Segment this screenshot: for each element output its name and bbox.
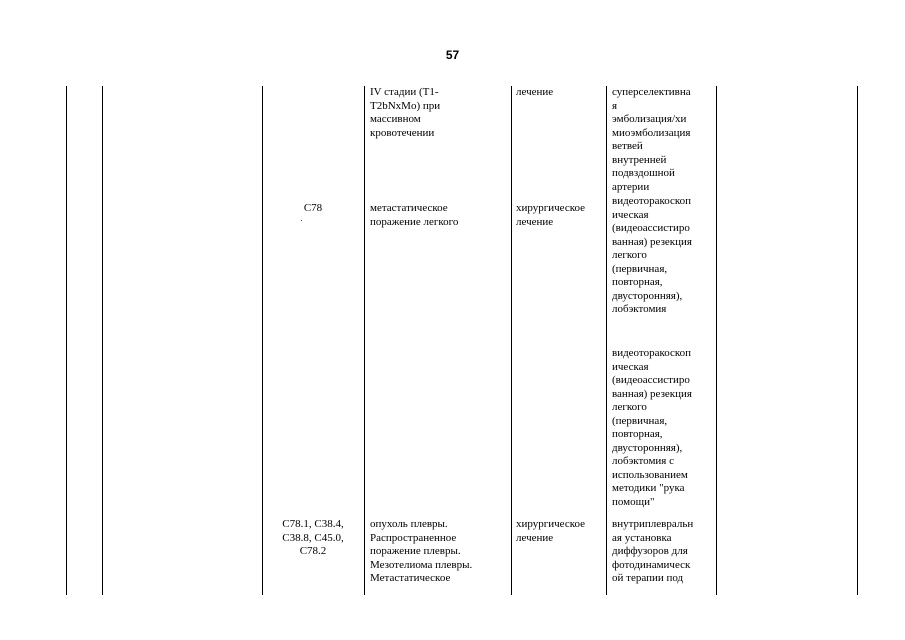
row3-treatment-line: хирургическое bbox=[516, 518, 586, 530]
row1-description bbox=[370, 86, 440, 140]
row3-code-line: C78.2 bbox=[299, 545, 327, 557]
row2-description-line: поражение легкого bbox=[370, 215, 459, 228]
row2-method2-line: ическая bbox=[612, 360, 649, 373]
row2-method2-line: методики "рука bbox=[612, 482, 685, 494]
row2-description-line: метастатическое bbox=[370, 202, 448, 214]
row1-description-line: T2bNxMo) при bbox=[370, 99, 441, 112]
row3-treatment bbox=[516, 518, 585, 545]
row3-description-line: Распространенное bbox=[370, 531, 457, 544]
table-column-rule bbox=[511, 86, 512, 595]
row2-treatment-line: хирургическое bbox=[516, 202, 586, 214]
row2-method2-line: (первичная, bbox=[612, 414, 668, 427]
row3-method bbox=[612, 518, 693, 586]
row3-code bbox=[262, 518, 364, 559]
row2-method2-line: двусторонняя), bbox=[612, 441, 683, 454]
row2-method-line: ванная) резекция bbox=[612, 235, 692, 248]
row1-treatment-type: лечение bbox=[516, 86, 554, 98]
row3-description bbox=[370, 518, 472, 586]
row2-method bbox=[612, 195, 692, 317]
scan-speck bbox=[301, 220, 302, 221]
row3-code-line: C38.8, C45.0, bbox=[282, 531, 344, 544]
table-column-rule bbox=[66, 86, 67, 595]
table-column-rule bbox=[102, 86, 103, 595]
row1-description-line: IV стадии (T1- bbox=[370, 86, 439, 98]
row1-method-line: артерии bbox=[612, 180, 650, 193]
row2-treatment-line: лечение bbox=[516, 215, 554, 228]
row2-method-line: (первичная, bbox=[612, 262, 668, 275]
row2-method2-line: видеоторакоскоп bbox=[612, 347, 692, 359]
row1-method-line: внутренней bbox=[612, 153, 667, 166]
row3-treatment-line: лечение bbox=[516, 531, 554, 544]
row3-method-line: внутриплевральн bbox=[612, 518, 694, 530]
row2-method2-line: помощи" bbox=[612, 495, 655, 508]
row2-code: C78 bbox=[303, 202, 323, 214]
row2-method-line: (видеоассистиро bbox=[612, 222, 690, 234]
row3-method-line: диффузоров для bbox=[612, 545, 688, 557]
row2-method2-line: использованием bbox=[612, 468, 688, 481]
row3-description-line: поражение плевры. bbox=[370, 545, 461, 557]
row2-method-2 bbox=[612, 347, 692, 509]
row2-method-line: ическая bbox=[612, 208, 649, 221]
row3-description-line: Мезотелиома плевры. bbox=[370, 558, 473, 571]
row1-method-line: ветвей bbox=[612, 140, 643, 152]
table-column-rule bbox=[716, 86, 717, 595]
row1-method-line: я bbox=[612, 99, 618, 112]
row3-description-line: Метастатическое bbox=[370, 572, 451, 584]
row1-method-line: суперселективна bbox=[612, 86, 691, 98]
row1-method-line: подвздошной bbox=[612, 167, 675, 179]
row2-description bbox=[370, 202, 458, 229]
row2-method-line: повторная, bbox=[612, 276, 663, 288]
row2-treatment bbox=[516, 202, 585, 229]
row1-method bbox=[612, 86, 691, 194]
row2-method-line: лобэктомия bbox=[612, 303, 667, 315]
row1-method-line: миоэмболизация bbox=[612, 126, 691, 139]
row2-method2-line: повторная, bbox=[612, 428, 663, 440]
table-column-rule bbox=[364, 86, 365, 595]
row3-method-line: фотодинамическ bbox=[612, 558, 691, 571]
row3-method-line: ой терапии под bbox=[612, 572, 684, 584]
row3-method-line: ая установка bbox=[612, 531, 672, 544]
row2-method2-line: (видеоассистиро bbox=[612, 374, 690, 386]
row1-description-line: кровотечении bbox=[370, 126, 435, 139]
row2-method2-line: ванная) резекция bbox=[612, 387, 692, 400]
row3-description-line: опухоль плевры. bbox=[370, 518, 448, 530]
row2-method2-line: легкого bbox=[612, 401, 647, 413]
row3-code-line: C78.1, C38.4, bbox=[282, 518, 344, 530]
table-column-rule bbox=[857, 86, 858, 595]
row2-method2-line: лобэктомия с bbox=[612, 455, 674, 467]
row1-method-line: эмболизация/хи bbox=[612, 113, 687, 125]
row2-method-line: легкого bbox=[612, 249, 647, 261]
page-number: 57 bbox=[445, 48, 460, 62]
row2-method-line: видеоторакоскоп bbox=[612, 195, 692, 207]
row1-description-line: массивном bbox=[370, 113, 421, 125]
row2-method-line: двусторонняя), bbox=[612, 289, 683, 302]
table-column-rule bbox=[606, 86, 607, 595]
